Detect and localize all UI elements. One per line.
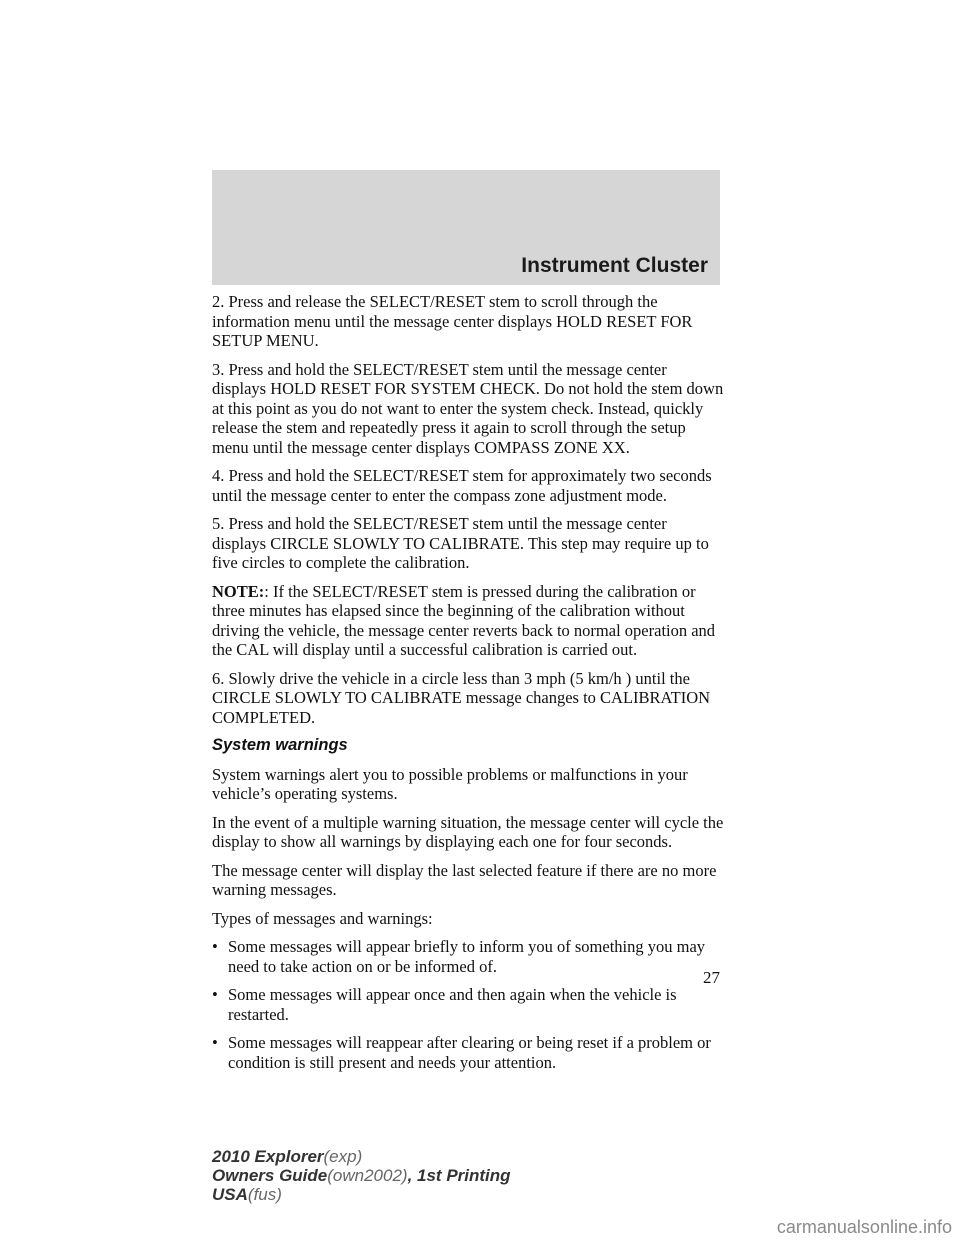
- footer-line-1: 2010 Explorer(exp): [212, 1147, 363, 1166]
- section-header: [212, 170, 720, 285]
- list-item: • Some messages will reappear after clearing or being reset if a problem or condition is still present and needs your attention.: [212, 1033, 711, 1072]
- list-item: • Some messages will appear once and then again when the vehicle is restarted.: [212, 985, 677, 1024]
- warnings-paragraph-2: In the event of a multiple warning situation, the message center will cycle the display to show all warnings by displaying each one for four seconds.: [212, 812, 724, 851]
- bullet-icon: •: [212, 937, 218, 956]
- step-2: 2. Press and release the SELECT/RESET stem to scroll through the information menu until the message center displays HOLD RESET FOR SETUP MENU.: [212, 292, 693, 350]
- footer-line-3: USA(fus): [212, 1185, 282, 1204]
- note-paragraph: [212, 582, 724, 660]
- warnings-paragraph-4: Types of messages and warnings:: [212, 908, 433, 928]
- system-warnings-heading: System warnings: [212, 736, 348, 754]
- warnings-paragraph-3: The message center will display the last selected feature if there are no more warning messages.: [212, 860, 717, 899]
- message-types-list: [212, 937, 724, 1072]
- section-title: Instrument Cluster: [521, 254, 708, 277]
- print-footer: [212, 1147, 511, 1204]
- body-text: [212, 292, 724, 1081]
- footer-line-2: Owners Guide(own2002), 1st Printing: [212, 1166, 511, 1185]
- bullet-icon: •: [212, 1033, 218, 1052]
- step-6: 6. Slowly drive the vehicle in a circle less than 3 mph (5 km/h ) until the CIRCLE SLOWLY TO CALIBRATE message changes to CALIBRATION COMPLETED.: [212, 668, 711, 727]
- list-item: • Some messages will appear briefly to inform you of something you may need to take action on or be informed of.: [212, 937, 706, 976]
- page-number: 27: [703, 968, 720, 987]
- note-label: NOTE:: [212, 581, 265, 601]
- bullet-icon: •: [212, 985, 218, 1004]
- step-4: 4. Press and hold the SELECT/RESET stem for approximately two seconds until the message center to enter the compass zone adjustment mode.: [212, 466, 712, 505]
- warnings-paragraph-1: System warnings alert you to possible problems or malfunctions in your vehicle’s operating systems.: [212, 764, 688, 803]
- step-5: 5. Press and hold the SELECT/RESET stem until the message center displays CIRCLE SLOWLY TO CALIBRATE. This step may require up to five circles to complete the calibration.: [212, 514, 709, 572]
- note-text: : If the SELECT/RESET stem is pressed during the calibration or three minutes has elapsed since the beginning of the calibration without driving the vehicle, the message center reverts back to normal operation and the CAL will display until a successful calibration is carried out.: [212, 581, 716, 659]
- site-watermark: carmanualsonline.info: [776, 1217, 952, 1237]
- step-3: 3. Press and hold the SELECT/RESET stem until the message center displays HOLD RESET FOR SYSTEM CHECK. Do not hold the stem down at this point as you do not want to enter the system check. Instead, quickly release the stem and repeatedly press it again to scroll through the setup menu until the message center displays COMPASS ZONE XX.: [212, 359, 724, 457]
